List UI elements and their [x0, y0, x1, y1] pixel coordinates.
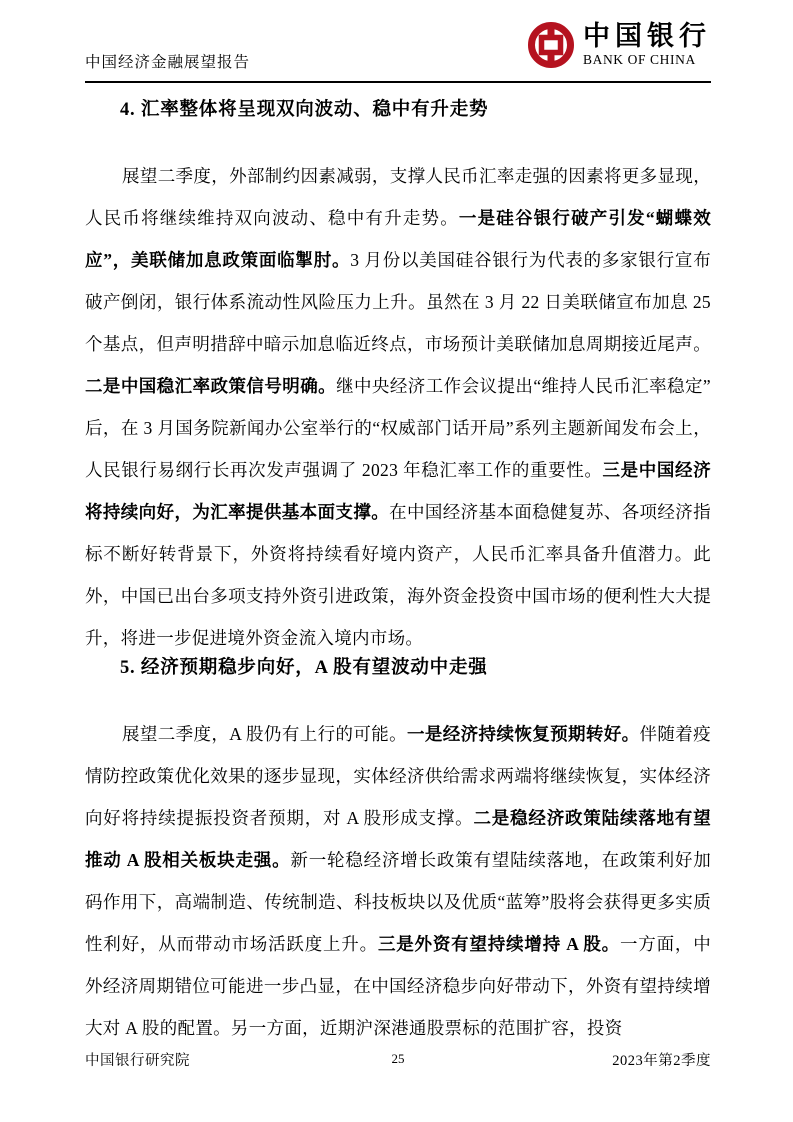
page-header — [85, 0, 711, 83]
body-text: 展望二季度，A 股仍有上行的可能。 — [122, 723, 408, 744]
section-heading-4: 4. 汇率整体将呈现双向波动、稳中有升走势 — [120, 100, 489, 120]
section-5-paragraph — [85, 713, 711, 1049]
body-text: 伴随着疫情防控政策优化效果的逐步显现，实体经济供给需求两端将继续恢复，实体经济向好将持续提振投资者预期，对 A 股形成支撑。 — [85, 723, 711, 828]
emphasis-text: 三是外资有望持续增持 A 股。 — [377, 933, 620, 954]
emphasis-text: 一是硅谷银行破产引发“蝴蝶效应”，美联储加息政策面临掣肘。 — [85, 207, 711, 270]
footer-edition: 2023年第2季度 — [612, 1053, 711, 1069]
footer-institution: 中国银行研究院 — [85, 1053, 190, 1069]
emphasis-text: 一是经济持续恢复预期转好。 — [407, 723, 640, 744]
emphasis-text: 二是稳经济政策陆续落地有望推动 A 股相关板块走强。 — [85, 807, 711, 870]
bank-of-china-logo — [526, 20, 711, 70]
body-text: 展望二季度，外部制约因素减弱，支撑人民币汇率走强的因素将更多显现，人民币将继续维持双向波动、稳中有升走势。 — [85, 165, 711, 228]
body-text: 一方面，中外经济周期错位可能进一步凸显，在中国经济稳步向好带动下，外资有望持续增大对 A 股的配置。另一方面，近期沪深港通股票标的范围扩容，投资 — [85, 933, 711, 1038]
bank-of-china-emblem-icon — [526, 20, 576, 70]
body-text: 在中国经济基本面稳健复苏、各项经济指标不断好转背景下，外资将持续看好境内资产，人民币汇率具备升值潜力。此外，中国已出台多项支持外资引进政策，海外资金投资中国市场的便利性大大提升，将进一步促进境外资金流入境内市场。 — [85, 501, 711, 648]
section-4-paragraph — [85, 155, 711, 659]
logo-english-name: BANK OF CHINA — [583, 51, 696, 67]
section-heading-5: 5. 经济预期稳步向好，A 股有望波动中走强 — [120, 658, 488, 678]
body-text: 继中央经济工作会议提出“维持人民币汇率稳定”后，在 3 月国务院新闻办公室举行的“权威部门话开局”系列主题新闻发布会上，人民银行易纲行长再次发声强调了 2023 年稳汇率工作的重要性。 — [85, 375, 711, 480]
emphasis-text: 二是中国稳汇率政策信号明确。 — [85, 375, 337, 396]
body-text: 新一轮稳经济增长政策有望陆续落地，在政策利好加码作用下，高端制造、传统制造、科技板块以及优质“蓝筹”股将会获得更多实质性利好，从而带动市场活跃度上升。 — [85, 849, 711, 954]
page-footer — [85, 1049, 711, 1073]
logo-chinese-name: 中国银行 — [583, 21, 711, 52]
bank-of-china-wordmark — [583, 22, 711, 67]
emphasis-text: 三是中国经济将持续向好，为汇率提供基本面支撑。 — [85, 459, 711, 522]
body-text: 3 月份以美国硅谷银行为代表的多家银行宣布破产倒闭，银行体系流动性风险压力上升。虽然在 3 月 22 日美联储宣布加息 25 个基点，但声明措辞中暗示加息临近终点，市场预计美联储加息周期接近尾声。 — [85, 249, 711, 354]
report-title: 中国经济金融展望报告 — [85, 54, 251, 71]
page-number: 25 — [391, 1051, 405, 1066]
